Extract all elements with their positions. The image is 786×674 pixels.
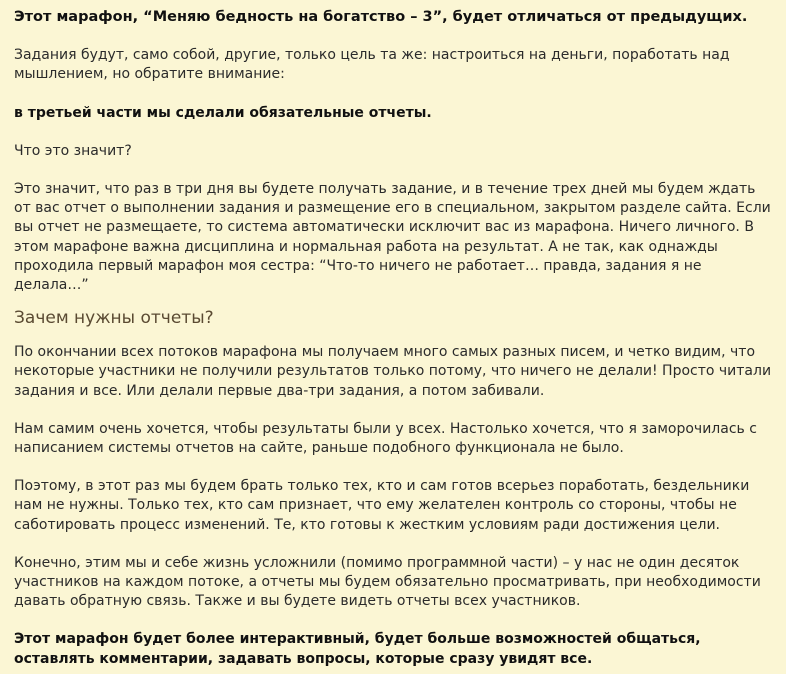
paragraph-8: Конечно, этим мы и себе жизнь усложнили (помимо программной части) – у нас не один десяток участников на каждом потоке, а отчеты мы будем обязательно просматривать, при необходимости давать обратную связь. Также и вы будете видеть отчеты всех участников. <box>14 554 761 610</box>
paragraph-4: Это значит, что раз в три дня вы будете получать задание, и в течение трех дней мы будем ждать от вас отчет о выполнении задания и размещение его в специальном, закрытом разделе сайта. Если вы отчет не размещаете, то система автоматически исключит вас из марафона. Ничего личного. В этом марафоне важна дисциплина и нормальная работа на результат. А не так, как однажды проходила первый марафон моя сестра: “Что-то ничего не работает… правда, задания я не делала…” <box>14 181 771 294</box>
paragraph-2-bold: в третьей части мы сделали обязательные отчеты. <box>14 104 432 121</box>
paragraph-1: Задания будут, само собой, другие, только цель та же: настроиться на деньги, поработать над мышлением, но обратите внимание: <box>14 47 730 83</box>
paragraph-3: Что это значит? <box>14 142 132 159</box>
intro-paragraph: Этот марафон, “Меняю бедность на богатство – 3”, будет отличаться от предыдущих. <box>14 9 748 25</box>
section-heading: Зачем нужны отчеты? <box>14 308 214 329</box>
paragraph-7: Поэтому, в этот раз мы будем брать только тех, кто и сам готов всерьез поработать, бездельники нам не нужны. Только тех, кто сам признает, что ему желателен контроль со стороны, чтобы не саботировать процесс изменений. Те, кто готовы к жестким условиям ради достижения цели. <box>14 478 750 533</box>
paragraph-6: Нам самим очень хочется, чтобы результаты были у всех. Настолько хочется, что я заморочилась с написанием системы отчетов на сайте, раньше подобного функционала не было. <box>14 420 757 457</box>
paragraph-5: По окончании всех потоков марафона мы получаем много самых разных писем, и четко видим, что некоторые участники не получили результатов только потому, что ничего не делали! Просто читали задания и все. Или делали первые два-три задания, а потом забивали. <box>14 344 772 399</box>
paragraph-9-bold: Этот марафон будет более интерактивный, будет больше возможностей общаться, оставлять комментарии, задавать вопросы, которые сразу увидят все. <box>14 631 701 667</box>
